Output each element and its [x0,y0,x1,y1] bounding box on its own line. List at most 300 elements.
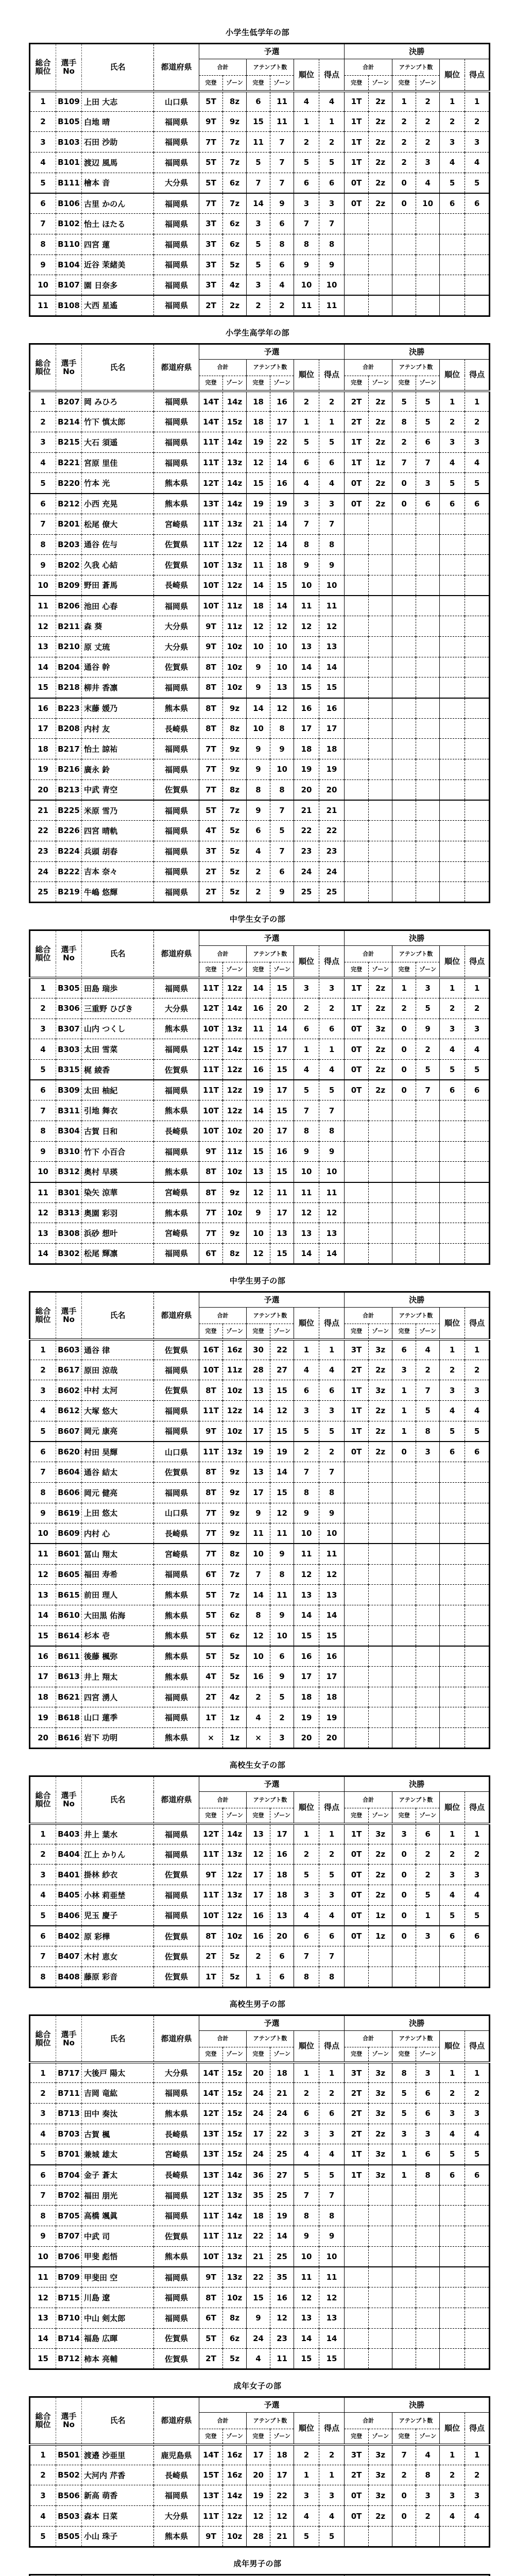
table-row [30,2308,490,2328]
table-row [30,1340,490,1360]
final-total-top [345,1585,369,1605]
final-rank: 6 [440,193,465,214]
qual-attempt-top: 17 [247,1885,270,1906]
final-total-top: 0T [345,1442,369,1462]
header-final-attempt-zone: ゾーン [416,2429,440,2445]
final-total-zone [369,882,392,903]
header-qual-points: 得点 [319,1792,345,1824]
table-row [30,1182,490,1203]
final-attempt-zone: 5 [416,412,440,432]
qual-total-top: 9T [199,111,223,132]
qual-total-zone: 13z [223,2246,247,2267]
table-row [30,1223,490,1244]
qual-points: 18 [319,1687,345,1707]
qual-total-top: 2T [199,882,223,903]
header-row [30,2397,490,2413]
bib-no: B224 [56,841,82,861]
final-rank: 6 [440,1926,465,1946]
overall-rank: 3 [30,1019,56,1039]
qual-attempt-zone: 17 [270,412,294,432]
qual-points: 21 [319,800,345,821]
final-points [465,861,490,882]
qual-total-top: 10T [199,1360,223,1380]
qual-attempt-top: 17 [247,2124,270,2144]
final-total-zone [369,2287,392,2308]
final-attempt-zone: 3 [416,1442,440,1462]
prefecture: 佐賀県 [154,1967,199,1987]
final-total-top: 1T [345,1421,369,1442]
table-row [30,1946,490,1967]
qual-attempt-top: 13 [247,1162,270,1182]
qual-rank: 13 [294,636,319,657]
overall-rank: 6 [30,2165,56,2185]
table-row [30,391,490,412]
final-total-top: 1T [345,978,369,998]
bib-no: B611 [56,1646,82,1667]
overall-rank: 14 [30,1605,56,1625]
athlete-name: 太田 柚紀 [82,1080,154,1100]
table-row [30,432,490,453]
qual-attempt-zone: 19 [270,494,294,514]
prefecture: 福岡県 [154,214,199,234]
bib-no: B614 [56,1625,82,1646]
header-qual-attempt-zone: ゾーン [270,2429,294,2445]
final-attempt-top [392,295,416,316]
qual-rank: 1 [294,1340,319,1360]
header-no-line1: 選手 [61,1307,77,1316]
qual-total-zone: 12z [223,1905,247,1926]
qual-attempt-zone: 27 [270,2165,294,2185]
qual-points: 4 [319,91,345,112]
qual-attempt-zone: 19 [270,1442,294,1462]
table-row [30,234,490,255]
final-attempt-zone [416,677,440,698]
qual-attempt-top: 8 [247,779,270,800]
prefecture: 宮崎県 [154,1544,199,1564]
qual-points: 9 [319,555,345,575]
final-points: 1 [465,1340,490,1360]
qual-rank: 23 [294,841,319,861]
qual-attempt-zone: 14 [270,534,294,555]
final-total-top [345,1462,369,1483]
athlete-name: 石田 沙助 [82,132,154,152]
final-rank [440,555,465,575]
final-points [465,555,490,575]
final-total-top [345,1646,369,1667]
final-points [465,2308,490,2328]
prefecture: 宮崎県 [154,1223,199,1244]
qual-points: 9 [319,1503,345,1523]
final-total-top: 3T [345,1340,369,1360]
final-rank: 4 [440,152,465,173]
header-rank-line2: 順位 [35,366,51,376]
final-total-zone [369,1162,392,1182]
header-qualifier: 予選 [199,1776,345,1792]
qual-attempt-top: 8 [247,1605,270,1625]
qual-total-zone: 10z [223,1202,247,1223]
final-total-top: 2T [345,2083,369,2104]
athlete-name: 怡土 ほたる [82,214,154,234]
qual-rank: 7 [294,1946,319,1967]
qual-attempt-zone: 9 [270,193,294,214]
final-attempt-top: 1 [392,2144,416,2165]
final-total-top [345,234,369,255]
table-row [30,2485,490,2506]
overall-rank: 1 [30,391,56,412]
header-final-attempt-top: 完登 [392,1324,416,1340]
final-total-zone: 2z [369,91,392,112]
table-row [30,173,490,193]
header-final-points: 得点 [465,359,490,391]
bib-no: B506 [56,2485,82,2506]
qual-attempt-top: 4 [247,1707,270,1728]
header-final-points: 得点 [465,2413,490,2445]
overall-rank: 2 [30,998,56,1019]
qual-total-top: 7T [199,132,223,152]
final-rank [440,718,465,739]
table-row [30,739,490,759]
final-total-top [345,1100,369,1121]
bib-no: B621 [56,1687,82,1707]
overall-rank: 25 [30,882,56,903]
final-total-zone [369,1141,392,1162]
prefecture: 福岡県 [154,821,199,841]
final-points: 2 [465,998,490,1019]
bib-no: B404 [56,1844,82,1865]
header-qual-total-zone: ゾーン [223,962,247,978]
bib-no: B202 [56,555,82,575]
final-total-top [345,1121,369,1142]
header-final-total-zone: ゾーン [369,2047,392,2062]
bib-no: B313 [56,1202,82,1223]
qual-attempt-zone: 20 [270,1926,294,1946]
table-row [30,1360,490,1380]
prefecture: 長崎県 [154,575,199,596]
table-row [30,978,490,998]
qual-points: 10 [319,2246,345,2267]
final-total-zone [369,821,392,841]
qual-total-top: 14T [199,2083,223,2104]
final-total-top [345,2349,369,2369]
prefecture: 福岡県 [154,596,199,616]
qual-total-top: 5T [199,152,223,173]
final-points: 1 [465,2062,490,2083]
final-total-zone [369,1223,392,1244]
qual-points: 10 [319,1523,345,1544]
bib-no: B103 [56,132,82,152]
qual-points: 6 [319,1380,345,1401]
final-points: 5 [465,1421,490,1442]
header-qual-place: 順位 [294,946,319,978]
qual-total-top: 8T [199,1926,223,1946]
final-attempt-zone [416,800,440,821]
qual-attempt-zone: 35 [270,2267,294,2287]
final-attempt-zone [416,2267,440,2287]
qual-total-top: 14T [199,412,223,432]
final-attempt-zone: 3 [416,2485,440,2506]
final-attempt-top: 1 [392,1421,416,1442]
header-qual-attempt-top: 完登 [247,2047,270,2062]
table-row [30,1202,490,1223]
athlete-name: 岡元 健亮 [82,1482,154,1503]
qual-total-top: 4T [199,1667,223,1687]
qual-attempt-top: 11 [247,1019,270,1039]
header-qual-total: 合計 [199,946,247,962]
final-rank [440,1728,465,1749]
qual-attempt-top: 14 [247,698,270,719]
prefecture: 熊本県 [154,1202,199,1223]
final-rank [440,1707,465,1728]
bib-no: B101 [56,152,82,173]
qual-total-top: 9T [199,2267,223,2287]
overall-rank: 18 [30,739,56,759]
final-attempt-zone [416,2226,440,2247]
table-row [30,1523,490,1544]
qual-attempt-top: 14 [247,1401,270,1421]
header-row [30,344,490,359]
qual-total-top: 1T [199,1967,223,1987]
final-rank: 3 [440,2485,465,2506]
results-table [29,1291,490,1749]
bib-no: B211 [56,616,82,637]
qual-total-top: 11T [199,432,223,453]
qual-total-top: 10T [199,555,223,575]
table-row [30,514,490,534]
qual-attempt-top: 9 [247,800,270,821]
qual-rank: 5 [294,152,319,173]
table-row [30,1442,490,1462]
overall-rank: 13 [30,636,56,657]
final-attempt-zone [416,1162,440,1182]
table-row [30,2328,490,2349]
overall-rank: 10 [30,1162,56,1182]
table-row [30,1824,490,1844]
qual-total-zone: 6z [223,2328,247,2349]
qual-attempt-top: 22 [247,2267,270,2287]
final-attempt-zone: 3 [416,978,440,998]
final-total-top: 0T [345,173,369,193]
final-points: 3 [465,432,490,453]
qual-attempt-zone: 15 [270,978,294,998]
final-total-zone: 3z [369,2062,392,2083]
qual-total-top: 5T [199,800,223,821]
final-attempt-top [392,1182,416,1203]
final-attempt-zone: 2 [416,91,440,112]
qual-points: 1 [319,1824,345,1844]
final-attempt-top [392,2328,416,2349]
final-points: 2 [465,1360,490,1380]
header-row [30,1776,490,1792]
qual-rank: 4 [294,1905,319,1926]
prefecture: 福岡県 [154,295,199,316]
qual-total-zone: 8z [223,1544,247,1564]
athlete-name: 園 日奈多 [82,275,154,296]
final-total-zone [369,2308,392,2328]
prefecture: 佐賀県 [154,1340,199,1360]
qual-attempt-zone: 19 [270,2206,294,2226]
bib-no: B305 [56,978,82,998]
final-attempt-zone [416,2206,440,2226]
final-total-top [345,534,369,555]
qual-points: 3 [319,193,345,214]
overall-rank: 3 [30,2485,56,2506]
bib-no: B210 [56,636,82,657]
final-rank [440,575,465,596]
final-rank [440,1121,465,1142]
athlete-name: 内村 心 [82,1523,154,1544]
qual-total-zone: 11z [223,616,247,637]
final-total-zone [369,1462,392,1483]
qual-attempt-top: 35 [247,2185,270,2206]
qual-total-zone: 13z [223,514,247,534]
bib-no: B204 [56,657,82,677]
header-no-line1: 選手 [61,358,77,368]
athlete-name: 上田 悠太 [82,1503,154,1523]
header-qual-total: 合計 [199,59,247,76]
qual-rank: 19 [294,759,319,780]
qual-rank: 10 [294,575,319,596]
qual-rank: 22 [294,821,319,841]
qual-total-top: 15T [199,2465,223,2485]
final-total-top: 0T [345,473,369,494]
header-rank-line1: 総合 [35,2412,51,2421]
qual-total-top: 5T [199,91,223,112]
final-rank: 1 [440,2062,465,2083]
header-final-total-zone: ゾーン [369,1324,392,1340]
qual-attempt-top: 18 [247,412,270,432]
table-row [30,1585,490,1605]
qual-total-top: 10T [199,2246,223,2267]
athlete-name: 古賀 楓 [82,2124,154,2144]
qual-attempt-zone: 8 [270,779,294,800]
qual-total-top: 7T [199,759,223,780]
table-row [30,2206,490,2226]
header-final-points: 得点 [465,59,490,91]
qual-attempt-top: 9 [247,657,270,677]
final-attempt-top [392,677,416,698]
overall-rank: 9 [30,1503,56,1523]
final-rank [440,1182,465,1203]
athlete-name: 木村 恵女 [82,1946,154,1967]
prefecture: 熊本県 [154,1667,199,1687]
prefecture: 福岡県 [154,1707,199,1728]
qual-attempt-top: 14 [247,575,270,596]
qual-points: 13 [319,1223,345,1244]
final-points: 4 [465,452,490,473]
final-points: 5 [465,2144,490,2165]
final-total-zone [369,1967,392,1987]
final-rank [440,2246,465,2267]
athlete-name: 通谷 幹 [82,657,154,677]
qual-points: 8 [319,534,345,555]
final-attempt-zone [416,759,440,780]
prefecture: 福岡県 [154,800,199,821]
bib-no: B304 [56,1121,82,1142]
final-total-top [345,1503,369,1523]
final-attempt-zone [416,1141,440,1162]
final-rank [440,1667,465,1687]
final-total-zone: 2z [369,1844,392,1865]
final-attempt-zone [416,841,440,861]
final-total-zone [369,1121,392,1142]
qual-total-zone: 12z [223,978,247,998]
qual-total-top: 8T [199,698,223,719]
final-total-zone [369,2226,392,2247]
final-rank [440,1223,465,1244]
qual-points: 7 [319,1100,345,1121]
qual-rank: 1 [294,412,319,432]
header-final: 決勝 [345,1776,490,1792]
qual-total-zone: 10z [223,677,247,698]
qual-total-top: 10T [199,1019,223,1039]
header-qual-points: 得点 [319,2030,345,2062]
qual-rank: 1 [294,2062,319,2083]
final-total-zone [369,636,392,657]
qual-rank: 18 [294,739,319,759]
overall-rank: 7 [30,514,56,534]
overall-rank: 1 [30,1824,56,1844]
final-points [465,636,490,657]
qual-total-zone: 7z [223,152,247,173]
final-total-zone [369,779,392,800]
final-points: 3 [465,132,490,152]
prefecture: 熊本県 [154,1625,199,1646]
qual-rank: 4 [294,91,319,112]
qual-rank: 18 [294,1687,319,1707]
qual-total-zone: 6z [223,234,247,255]
qual-total-top: 11T [199,1080,223,1100]
overall-rank: 1 [30,1340,56,1360]
final-total-top: 0T [345,193,369,214]
table-row [30,1625,490,1646]
athlete-name: 古賀 日和 [82,1121,154,1142]
header-qual-total-zone: ゾーン [223,1324,247,1340]
bib-no: B223 [56,698,82,719]
final-attempt-top [392,214,416,234]
prefecture: 熊本県 [154,698,199,719]
qual-rank: 19 [294,1707,319,1728]
qual-total-top: 8T [199,1462,223,1483]
qual-total-top: 7T [199,739,223,759]
qual-rank: 11 [294,596,319,616]
qual-total-top: 5T [199,1605,223,1625]
qual-total-top: 7T [199,1544,223,1564]
qual-rank: 2 [294,391,319,412]
qual-total-zone: 8z [223,1244,247,1264]
qual-total-top: 10T [199,1100,223,1121]
final-rank: 2 [440,111,465,132]
final-points [465,1646,490,1667]
qual-attempt-top: 17 [247,1421,270,1442]
bib-no: B619 [56,1503,82,1523]
final-attempt-top [392,2206,416,2226]
qual-total-zone: 13z [223,1019,247,1039]
table-row [30,1844,490,1865]
final-points [465,295,490,316]
qual-total-zone: 6z [223,214,247,234]
qual-attempt-top: 2 [247,861,270,882]
final-attempt-zone: 10 [416,193,440,214]
final-points [465,1728,490,1749]
overall-rank: 5 [30,1059,56,1080]
qual-total-zone: 5z [223,841,247,861]
final-attempt-zone [416,1202,440,1223]
bib-no: B310 [56,1141,82,1162]
final-total-zone [369,1202,392,1223]
qual-attempt-zone: 14 [270,1019,294,1039]
final-total-top [345,2226,369,2247]
final-attempt-zone: 7 [416,1380,440,1401]
